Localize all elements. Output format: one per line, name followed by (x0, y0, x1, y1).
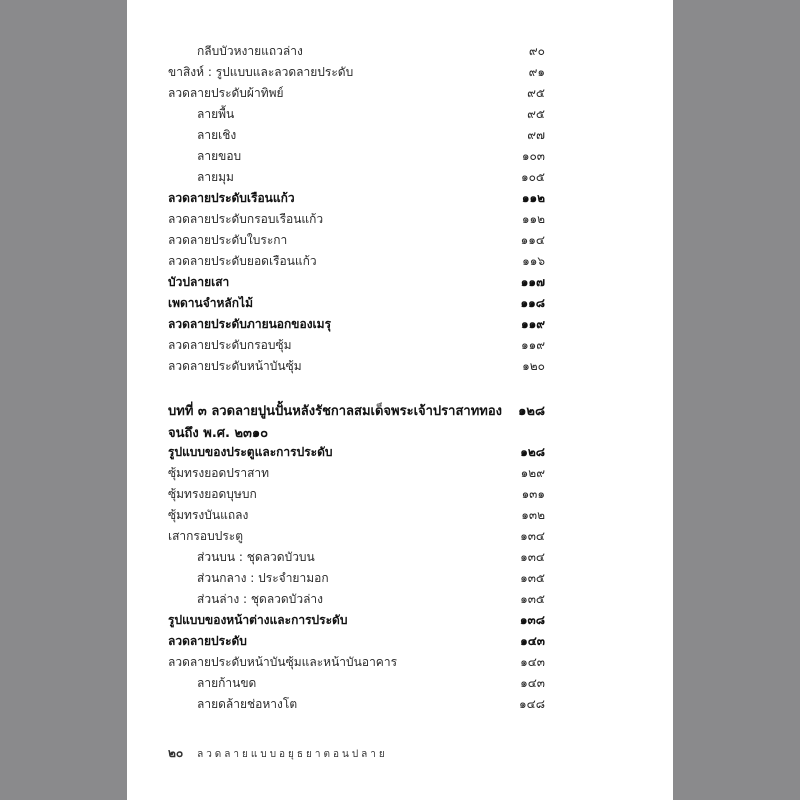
toc-entry-title: ซุ้มทรงบันแถลง (168, 508, 249, 522)
toc-entry-title: ลวดลายประดับใบระกา (168, 233, 288, 247)
toc-entry-page: ๑๑๒ (521, 191, 545, 205)
toc-entry-title: ลวดลายประดับกรอบเรือนแก้ว (168, 212, 324, 226)
toc-row (168, 652, 545, 673)
toc-entry-title: ลวดลายประดับกรอบซุ้ม (168, 338, 292, 352)
toc-row (168, 589, 545, 610)
chapter-heading (168, 400, 545, 421)
toc-row (168, 314, 545, 335)
toc-row (168, 83, 545, 104)
toc-entry-page: ๑๓๑ (521, 487, 545, 501)
toc-entry-page: ๑๑๒ (521, 212, 545, 226)
toc-entry-page: ๙๕ (527, 107, 545, 121)
footer-book-title: ลวดลายแบบอยุธยาตอนปลาย (197, 749, 388, 760)
toc-row (168, 631, 545, 652)
toc-entry-page: ๑๓๒ (521, 508, 545, 522)
toc-entry-page: ๙๕ (527, 86, 545, 100)
toc-entry-title: ส่วนกลาง : ประจำยามอก (197, 571, 329, 585)
chapter-title-line-2: จนถึง พ.ศ. ๒๓๑๐ (168, 426, 269, 441)
toc-entry-title: ซุ้มทรงยอดปราสาท (168, 466, 270, 480)
toc-row (168, 209, 545, 230)
toc-entry-title: เพดานจำหลักไม้ (168, 296, 253, 310)
toc-row (168, 230, 545, 251)
toc-row (168, 146, 545, 167)
toc-entry-page: ๑๐๓ (521, 149, 545, 163)
toc-row (168, 41, 545, 62)
toc-entry-title: บัวปลายเสา (168, 275, 230, 289)
toc-entry-title: ลวดลายประดับหน้าบันซุ้ม (168, 359, 302, 373)
toc-entry-page: ๙๐ (528, 44, 545, 58)
toc-entry-title: ลวดลายประดับผ้าทิพย์ (168, 86, 284, 100)
book-page (127, 0, 673, 800)
toc-entry-page: ๙๑ (528, 65, 545, 79)
toc-entry-title: รูปแบบของหน้าต่างและการประดับ (168, 613, 348, 627)
toc-entry-page: ๑๔๘ (519, 697, 545, 711)
toc-entry-page: ๑๑๗ (520, 275, 545, 289)
toc-entry-page: ๑๑๙ (520, 317, 545, 331)
toc-entry-title: ลวดลายประดับหน้าบันซุ้มและหน้าบันอาคาร (168, 655, 398, 669)
toc-entry-title: ลวดลายประดับภายนอกของเมรุ (168, 317, 332, 331)
toc-entry-page: ๑๓๕ (520, 571, 545, 585)
toc-entry-page: ๑๔๓ (520, 634, 545, 648)
toc-entry-page: ๑๑๙ (520, 338, 545, 352)
toc-row (168, 272, 545, 293)
toc-entry-page: ๙๗ (527, 128, 545, 142)
toc-row (168, 62, 545, 83)
toc-entry-title: ลายพื้น (197, 107, 235, 121)
toc-row (168, 673, 545, 694)
toc-entry-page: ๑๓๘ (519, 613, 545, 627)
toc-entry-title: ขาสิงห์ : รูปแบบและลวดลายประดับ (168, 65, 354, 79)
toc-entry-title: รูปแบบของประตูและการประดับ (168, 445, 333, 459)
page-footer (168, 744, 388, 763)
toc-entry-page: ๑๒๐ (522, 359, 545, 373)
toc-entry-page: ๑๓๔ (520, 529, 545, 543)
toc-row (168, 356, 545, 377)
toc-row (168, 442, 545, 463)
toc-row (168, 188, 545, 209)
chapter-title-line-1: บทที่ ๓ ลวดลายปูนปั้นหลังรัชกาลสมเด็จพระเจ้าปราสาททอง (168, 404, 502, 419)
toc-row (168, 526, 545, 547)
toc-entry-title: ลวดลายประดับเรือนแก้ว (168, 191, 295, 205)
toc-entry-title: ลายเชิง (197, 128, 237, 142)
toc-row (168, 547, 545, 568)
chapter-heading-continued (168, 422, 545, 443)
toc-entry-title: ลายขอบ (197, 149, 242, 163)
toc-row (168, 251, 545, 272)
toc-entry-title: ลวดลายประดับ (168, 634, 247, 648)
toc-entry-page: ๑๔๓ (520, 676, 545, 690)
toc-row (168, 610, 545, 631)
toc-row (168, 505, 545, 526)
toc-entry-title: ส่วนล่าง : ชุดลวดบัวล่าง (197, 592, 324, 606)
toc-entry-page: ๑๒๘ (520, 445, 545, 459)
toc-entry-page: ๑๒๙ (520, 466, 545, 480)
chapter-page: ๑๒๘ (518, 404, 545, 419)
toc-entry-title: เสากรอบประตู (168, 529, 243, 543)
footer-page-number: ๒๐ (168, 746, 184, 760)
toc-row (168, 125, 545, 146)
toc-row (168, 484, 545, 505)
toc-entry-title: กลีบบัวหงายแถวล่าง (197, 44, 303, 58)
toc-entry-title: ส่วนบน : ชุดลวดบัวบน (197, 550, 315, 564)
toc-entry-page: ๑๑๘ (520, 296, 545, 310)
toc-entry-page: ๑๓๔ (520, 550, 545, 564)
toc-entry-page: ๑๑๔ (520, 233, 545, 247)
toc-entry-page: ๑๓๕ (520, 592, 545, 606)
toc-entry-page: ๑๑๖ (522, 254, 545, 268)
toc-row (168, 167, 545, 188)
toc-entry-title: ลายดล้ายช่อหางโต (197, 697, 298, 711)
toc-row (168, 463, 545, 484)
toc-entry-page: ๑๔๓ (520, 655, 545, 669)
toc-entry-title: ลายก้านขด (197, 676, 257, 690)
toc-entry-title: ลายมุม (197, 170, 234, 184)
toc-row (168, 335, 545, 356)
toc-row (168, 104, 545, 125)
toc-entry-page: ๑๐๕ (520, 170, 545, 184)
toc-entry-title: ซุ้มทรงยอดบุษบก (168, 487, 257, 501)
toc-entry-title: ลวดลายประดับยอดเรือนแก้ว (168, 254, 317, 268)
toc-row (168, 568, 545, 589)
toc-row (168, 293, 545, 314)
toc-row (168, 694, 545, 715)
